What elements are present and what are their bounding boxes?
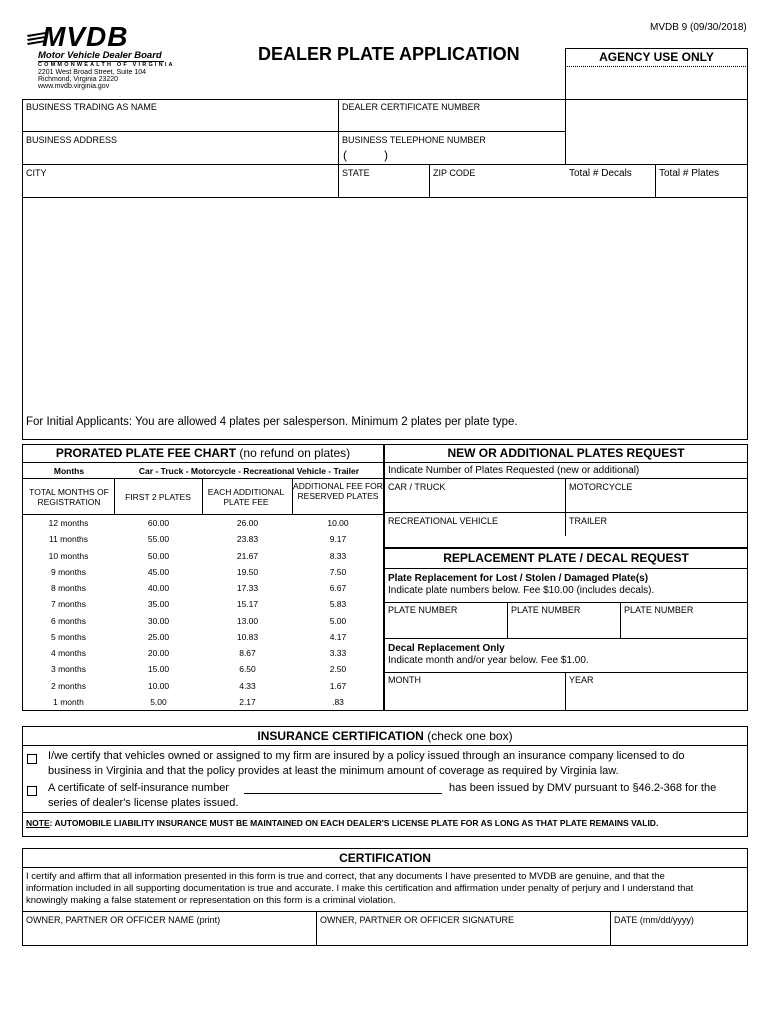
- fee-first-cell: 5.00: [150, 696, 167, 707]
- fee-first-cell: 30.00: [147, 615, 170, 626]
- fee-first-cell: 55.00: [147, 534, 170, 545]
- year-input[interactable]: [566, 687, 747, 710]
- fee-first-cell: 10.00: [147, 680, 170, 691]
- fee-additional-cell: 21.67: [236, 550, 259, 561]
- col-total-months: TOTAL MONTHS OF REGISTRATION: [29, 487, 109, 507]
- fee-months-cell: 4 months: [51, 648, 86, 658]
- logo-address-2: Richmond, Virginia 23220: [38, 76, 119, 83]
- fee-additional-cell: 15.17: [236, 599, 259, 610]
- decal-replacement-title: Decal Replacement Only: [388, 643, 505, 654]
- zip-label: ZIP CODE: [433, 168, 476, 178]
- motorcycle-input[interactable]: [566, 494, 747, 511]
- col-first-two: FIRST 2 PLATES: [125, 492, 191, 502]
- plate-replacement-note: Indicate plate numbers below. Fee $10.00 (includes decals).: [388, 585, 655, 596]
- fee-months-cell: 6 months: [51, 615, 86, 626]
- fee-additional-cell: 23.83: [236, 534, 259, 545]
- fee-months-cell: 8 months: [51, 583, 86, 593]
- fee-table-row: [23, 612, 383, 628]
- plate-number-input-2[interactable]: [508, 617, 619, 637]
- trading-as-input[interactable]: [23, 114, 337, 130]
- self-insurance-number-input[interactable]: [244, 781, 442, 794]
- fee-first-cell: 20.00: [147, 648, 170, 658]
- fee-months-cell: 9 months: [51, 566, 86, 577]
- fee-table-row: [23, 595, 383, 611]
- fee-additional-cell: 4.33: [239, 680, 256, 691]
- fee-additional-cell: 8.67: [239, 648, 256, 658]
- trading-as-label: BUSINESS TRADING AS NAME: [26, 102, 157, 112]
- replacement-title: REPLACEMENT PLATE / DECAL REQUEST: [443, 551, 689, 565]
- fee-months-cell: 2 months: [51, 680, 86, 691]
- car-truck-input[interactable]: [385, 494, 564, 511]
- fee-table-row: [23, 579, 383, 595]
- fee-first-cell: 60.00: [147, 518, 170, 528]
- owner-name-label: OWNER, PARTNER OR OFFICER NAME (print): [26, 915, 221, 925]
- certification-text-2: information included in all supporting documentation is true and accurate. I make this certification and affirmation under penalty of perjury and I understand that: [26, 883, 694, 894]
- business-address-input[interactable]: [23, 147, 337, 163]
- fee-additional-cell: 17.33: [236, 583, 259, 593]
- plate-number-label-2: PLATE NUMBER: [511, 605, 581, 615]
- fee-first-cell: 35.00: [147, 599, 170, 610]
- plate-number-label-3: PLATE NUMBER: [624, 605, 694, 615]
- certification-title: CERTIFICATION: [339, 851, 431, 865]
- fee-additional-cell: 2.17: [239, 696, 256, 707]
- month-label: MONTH: [388, 675, 421, 685]
- phone-close-paren: ): [384, 148, 388, 162]
- fee-table-row: [23, 530, 383, 546]
- logo-commonwealth: COMMONWEALTH OF VIRGINIA: [38, 62, 175, 68]
- fee-first-cell: 45.00: [147, 566, 170, 577]
- fee-reserved-cell: 1.67: [329, 680, 347, 691]
- date-label: DATE (mm/dd/yyyy): [614, 915, 694, 925]
- agency-use-label: AGENCY USE ONLY: [599, 50, 714, 64]
- motorcycle-label: MOTORCYCLE: [569, 482, 633, 492]
- insurance-note: NOTE: AUTOMOBILE LIABILITY INSURANCE MUST BE MAINTAINED ON EACH DEALER'S LICENSE PLATE FOR AS LONG AS THAT PLATE REMAINS VALID.: [26, 818, 659, 828]
- certification-text-1: I certify and affirm that all information presented in this form is true and correct, that any documents I have presented to MVDB are genuine, and that the: [26, 871, 665, 882]
- form-number: MVDB 9 (09/30/2018): [650, 22, 747, 33]
- col-each-additional: EACH ADDITIONAL PLATE FEE: [207, 487, 285, 507]
- fee-months-cell: 7 months: [51, 599, 86, 610]
- total-plates-label: Total # Plates: [659, 168, 720, 179]
- insurance-title: INSURANCE CERTIFICATION (check one box): [257, 729, 513, 743]
- insurance-option2-line2: series of dealer's license plates issued.: [48, 797, 239, 809]
- certificate-number-label: DEALER CERTIFICATE NUMBER: [342, 102, 481, 112]
- logo-address-1: 2201 West Broad Street, Suite 104: [38, 69, 147, 76]
- certification-text-3: knowingly making a false statement or representation on this form is a criminal violation.: [26, 895, 396, 906]
- fee-reserved-cell: 4.17: [329, 631, 347, 642]
- self-insurance-checkbox[interactable]: [27, 786, 37, 796]
- fee-first-cell: 15.00: [147, 664, 170, 675]
- fee-reserved-cell: .83: [332, 696, 344, 707]
- certificate-number-input[interactable]: [339, 114, 564, 130]
- fee-first-cell: 25.00: [147, 631, 170, 642]
- col-reserved: ADDITIONAL FEE FOR RESERVED PLATES: [293, 481, 383, 501]
- fee-reserved-cell: 10.00: [327, 518, 349, 528]
- fee-table-row: [23, 693, 383, 709]
- page-title: DEALER PLATE APPLICATION: [258, 44, 520, 64]
- new-plates-instruction: Indicate Number of Plates Requested (new or additional): [388, 465, 640, 476]
- fee-months-cell: 10 months: [48, 550, 89, 561]
- zip-input[interactable]: [430, 180, 564, 196]
- fee-reserved-cell: 2.50: [329, 664, 347, 675]
- month-input[interactable]: [385, 687, 564, 710]
- months-header: Months: [53, 466, 85, 476]
- logo-website: www.mvdb.virginia.gov: [38, 83, 110, 90]
- fee-chart-title: PRORATED PLATE FEE CHART (no refund on plates): [55, 446, 351, 460]
- state-input[interactable]: [339, 180, 428, 196]
- fee-table-row: [23, 547, 383, 563]
- trailer-label: TRAILER: [569, 516, 608, 526]
- fee-additional-cell: 26.00: [236, 518, 259, 528]
- mvdb-logo: [24, 21, 194, 91]
- fee-table-row: [23, 628, 383, 644]
- date-input[interactable]: [611, 927, 747, 945]
- fee-first-cell: 40.00: [147, 583, 170, 593]
- city-label: CITY: [26, 168, 47, 178]
- car-truck-label: CAR / TRUCK: [388, 482, 446, 492]
- fee-additional-cell: 10.83: [236, 631, 259, 642]
- fee-reserved-cell: 8.33: [329, 550, 347, 561]
- fee-reserved-cell: 9.17: [329, 534, 347, 545]
- plate-number-label-1: PLATE NUMBER: [388, 605, 458, 615]
- fee-table-row: [23, 677, 383, 693]
- insurance-option2-end: has been issued by DMV pursuant to §46.2-368 for the: [449, 782, 717, 794]
- total-decals-input[interactable]: [566, 181, 654, 196]
- state-label: STATE: [342, 168, 370, 178]
- fee-months-cell: 12 months: [48, 518, 89, 528]
- fee-reserved-cell: 3.33: [329, 648, 347, 658]
- signature-input[interactable]: [317, 927, 609, 945]
- fee-table-row: [23, 514, 383, 530]
- fee-reserved-cell: 6.67: [329, 583, 347, 593]
- owner-name-input[interactable]: [23, 927, 315, 945]
- fee-reserved-cell: 7.50: [329, 566, 347, 577]
- logo-mark: MVDB: [42, 21, 129, 52]
- fee-additional-cell: 6.50: [239, 664, 256, 675]
- year-label: YEAR: [569, 675, 594, 685]
- insurance-option1-line1: I/we certify that vehicles owned or assigned to my firm are insured by a policy issued through an insurance company licensed to do: [48, 750, 685, 762]
- phone-open-paren: (: [343, 148, 347, 162]
- fee-months-cell: 3 months: [51, 664, 86, 675]
- business-address-label: BUSINESS ADDRESS: [26, 135, 118, 145]
- plate-replacement-title: Plate Replacement for Lost / Stolen / Damaged Plate(s): [388, 573, 649, 584]
- plate-number-input-1[interactable]: [385, 617, 506, 637]
- total-plates-input[interactable]: [656, 181, 747, 196]
- fee-additional-cell: 19.50: [236, 566, 259, 577]
- notes-area[interactable]: [23, 198, 747, 408]
- fee-first-cell: 50.00: [147, 550, 170, 561]
- telephone-label: BUSINESS TELEPHONE NUMBER: [342, 135, 486, 145]
- fee-months-cell: 1 month: [53, 696, 84, 707]
- decal-replacement-note: Indicate month and/or year below. Fee $1.00.: [388, 655, 589, 666]
- insurance-option2-start: A certificate of self-insurance number: [48, 782, 229, 794]
- city-input[interactable]: [23, 180, 337, 196]
- recreational-input[interactable]: [385, 528, 564, 536]
- recreational-label: RECREATIONAL VEHICLE: [388, 516, 499, 526]
- signature-label: OWNER, PARTNER OR OFFICER SIGNATURE: [320, 915, 515, 925]
- initial-applicants-note: For Initial Applicants: You are allowed 4 plates per salesperson. Minimum 2 plates per plate type.: [26, 416, 518, 428]
- insurance-policy-checkbox[interactable]: [27, 754, 37, 764]
- fee-table-row: [23, 644, 383, 660]
- fee-table-row: [23, 563, 383, 579]
- fee-reserved-cell: 5.83: [329, 599, 347, 610]
- telephone-input[interactable]: [350, 147, 564, 163]
- logo-board-name: Motor Vehicle Dealer Board: [38, 50, 162, 61]
- fee-months-cell: 11 months: [48, 534, 89, 545]
- total-decals-label: Total # Decals: [569, 168, 632, 179]
- vehicle-types-header: Car - Truck - Motorcycle - Recreational Vehicle - Trailer: [138, 466, 360, 476]
- insurance-option1-line2: business in Virginia and that the policy provides at least the minimum amount of coverage as required by Virginia law.: [48, 765, 619, 777]
- plate-number-input-3[interactable]: [621, 617, 747, 637]
- new-plates-title: NEW OR ADDITIONAL PLATES REQUEST: [447, 446, 685, 460]
- fee-additional-cell: 13.00: [236, 615, 259, 626]
- fee-months-cell: 5 months: [51, 631, 86, 642]
- trailer-input[interactable]: [566, 528, 747, 536]
- fee-table-row: [23, 660, 383, 676]
- fee-reserved-cell: 5.00: [329, 615, 347, 626]
